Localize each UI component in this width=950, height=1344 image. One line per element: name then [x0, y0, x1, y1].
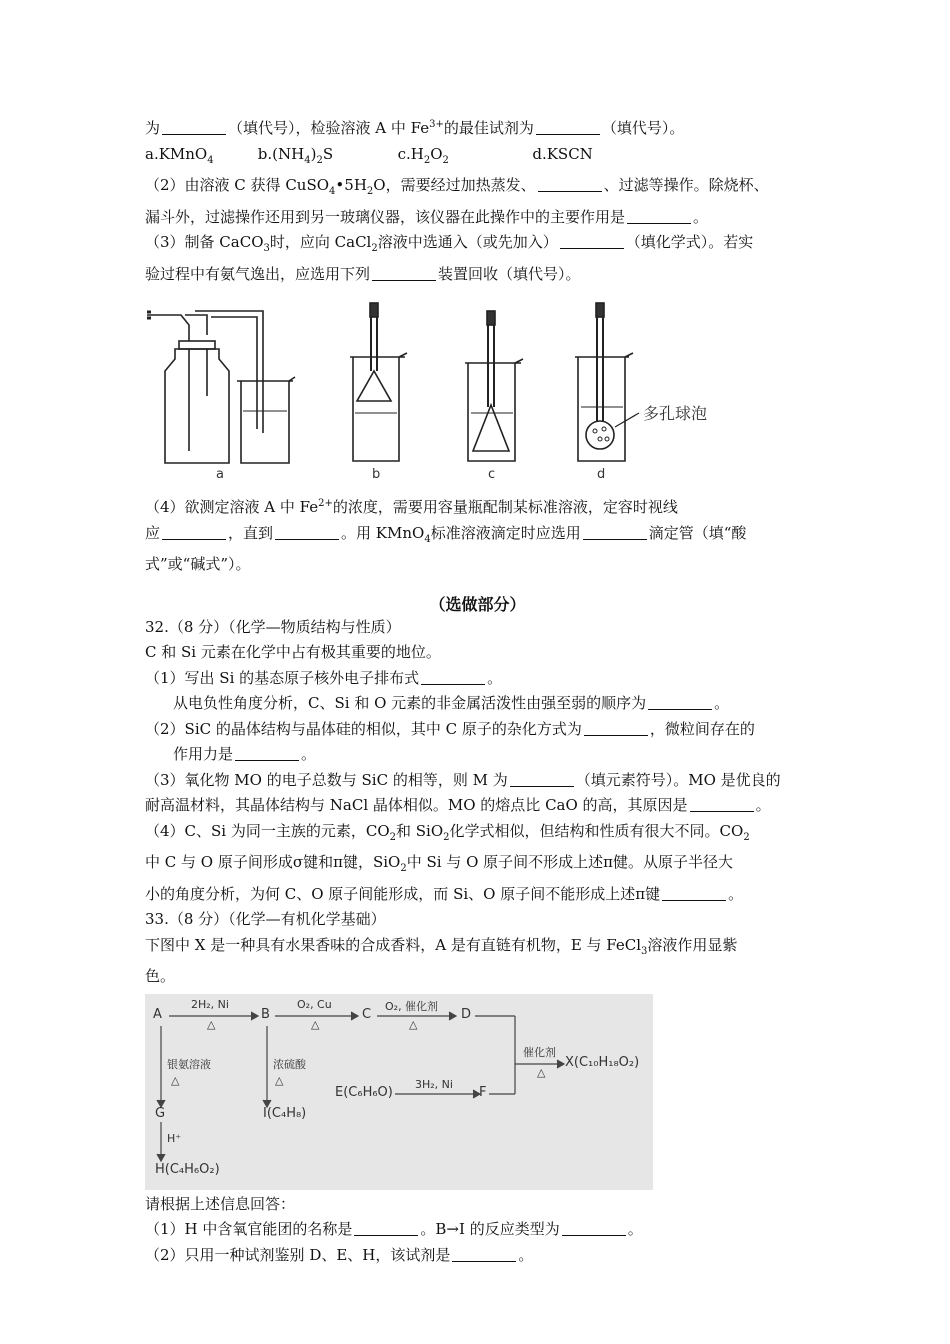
apparatus-c — [465, 311, 523, 461]
exam-page — [145, 112, 810, 1268]
heat-4: △ — [537, 1065, 546, 1079]
apparatus-a — [147, 311, 295, 463]
heat-1: △ — [207, 1017, 216, 1031]
answer-blank[interactable] — [275, 524, 339, 540]
label-d: d — [597, 467, 606, 482]
q32-part3: （3）氧化物 MO 的电子总数与 SiC 的相等，则 M 为 （填元素符号）。MO 是优良的 — [145, 770, 781, 789]
q32-part1: （1）写出 Si 的基态原子核外电子排布式 。 — [145, 668, 503, 687]
heat-5: △ — [171, 1073, 180, 1087]
answer-blank[interactable] — [162, 119, 226, 135]
q33-intro: 下图中 X 是一种具有水果香味的合成香料，A 是有直链有机物，E 与 FeCl$_3$溶液作用显紫 — [145, 935, 738, 957]
q31-part4-line3: 式”或“碱式”）。 — [145, 555, 251, 573]
answer-blank[interactable] — [162, 524, 226, 540]
compound-X: X(C₁₀H₁₈O₂) — [565, 1054, 640, 1070]
compound-E: E(C₆H₆O) — [335, 1084, 393, 1100]
answer-blank[interactable] — [662, 885, 726, 901]
q32-part4b: 中 C 与 O 原子间形成σ键和π键，SiO$_2$中 Si 与 O 原子间不形成上述π健。从原子半径大 — [145, 853, 734, 874]
answer-blank[interactable] — [452, 1246, 516, 1262]
q31-part2-line2: 漏斗外，过滤操作还用到另一玻璃仪器，该仪器在此操作中的主要作用是 。 — [145, 207, 709, 226]
label-a: a — [216, 467, 224, 482]
compound-I: I(C₄H₈) — [263, 1105, 307, 1121]
label-c: c — [488, 467, 496, 482]
answer-blank[interactable] — [538, 176, 602, 192]
q31-part3-line2: 验过程中有氨气逸出，应选用下列 装置回收（填代号）。 — [145, 264, 581, 283]
q33-head: 33.（8 分）（化学—有机化学基础） — [145, 910, 386, 928]
answer-blank[interactable] — [690, 796, 754, 812]
scheme-arrows — [145, 994, 653, 1190]
apparatus-drawing — [145, 301, 745, 481]
reagent-1: 2H₂, Ni — [191, 997, 229, 1011]
compound-B: B — [261, 1006, 270, 1022]
q32-part3b: 耐高温材料，其晶体结构与 NaCl 晶体相似。MO 的熔点比 CaO 的高，其原因是 。 — [145, 796, 771, 814]
answer-blank[interactable] — [536, 119, 600, 135]
heat-3: △ — [409, 1017, 418, 1031]
compound-H: H(C₄H₆O₂) — [155, 1161, 220, 1177]
answer-blank[interactable] — [354, 1220, 418, 1236]
apparatus-d — [575, 303, 639, 461]
compound-D: D — [461, 1006, 472, 1022]
option-b: $b.(NH_4)_2S$ — [257, 144, 334, 166]
compound-C: C — [362, 1006, 372, 1022]
answer-blank[interactable] — [583, 524, 647, 540]
answer-blank[interactable] — [562, 1220, 626, 1236]
q33-part2: （2）只用一种试剂鉴别 D、E、H，该试剂是 。 — [145, 1245, 534, 1264]
apparatus-figure — [145, 301, 810, 481]
answer-blank[interactable] — [648, 694, 712, 710]
option-c: $c.H_2O_2$ — [397, 144, 449, 166]
q31-part2-line1: （2）由溶液 C 获得 $CuSO_4•5H_2O$，需要经过加热蒸发、 、过滤等操作。除烧杯、 — [145, 176, 769, 197]
q33-intro2: 色。 — [145, 967, 176, 985]
heat-2: △ — [311, 1017, 320, 1031]
apparatus-b — [350, 303, 407, 461]
q31-options — [145, 142, 810, 174]
q32-intro: C 和 Si 元素在化学中占有极其重要的地位。 — [145, 643, 441, 661]
q32-part4c: 小的角度分析，为何 C、O 原子间能形成，而 Si、O 原子间不能形成上述π键 。 — [145, 884, 744, 903]
heat-6: △ — [275, 1073, 284, 1087]
answer-blank[interactable] — [235, 745, 299, 761]
answer-blank[interactable] — [560, 233, 624, 249]
compound-F: F — [479, 1084, 487, 1100]
q33-part1: （1）H 中含氧官能团的名称是 。B→I 的反应类型为 。 — [145, 1220, 643, 1238]
answer-blank[interactable] — [627, 208, 691, 224]
section-title: （选做部分） — [429, 594, 526, 614]
q33-ask: 请根据上述信息回答： — [145, 1194, 296, 1213]
reaction-scheme — [145, 994, 653, 1190]
label-b: b — [372, 467, 381, 482]
reagent-8: H⁺ — [167, 1131, 182, 1145]
q32-part1b: 从电负性角度分析，C、Si 和 O 元素的非金属活泼性由强至弱的顺序为 。 — [173, 694, 730, 712]
q31-part4-line1: （4）欲测定溶液 A 中 $Fe^{2+}$的浓度，需要用容量瓶配制某标准溶液，定容时视线 — [145, 498, 678, 516]
q31-part3-line1: （3）制备 CaCO$_3$时，应向 CaCl$_2$溶液中选通入（或先加入） （填化学式）。若实 — [145, 233, 754, 254]
answer-blank[interactable] — [584, 720, 648, 736]
reagent-5: 银氨溶液 — [167, 1057, 211, 1071]
compound-A: A — [153, 1006, 162, 1022]
compound-G: G — [155, 1105, 166, 1121]
q32-part2b: 作用力是 。 — [173, 745, 317, 763]
answer-blank[interactable] — [510, 771, 574, 787]
answer-blank[interactable] — [372, 265, 436, 281]
reagent-4: 催化剂 — [523, 1045, 556, 1059]
answer-blank[interactable] — [421, 669, 485, 685]
q32-head: 32.（8 分）（化学—物质结构与性质） — [145, 617, 401, 636]
reagent-6: 浓硫酸 — [273, 1057, 306, 1071]
q32-part2: （2）SiC 的晶体结构与晶体硅的相似，其中 C 原子的杂化方式为 ，微粒间存在的 — [145, 719, 755, 738]
option-d: d.KSCN — [532, 144, 593, 163]
q32-part4: （4）C、Si 为同一主族的元素，$CO_2$和 SiO$_2$化学式相似，但结构和性质有很大不同。$CO_2$ — [145, 821, 750, 843]
q31-part4-line2: 应 ，直到 。用 KMnO$_4$标准溶液滴定时应选用 滴定管（填“酸 — [145, 523, 747, 545]
reagent-7: 3H₂, Ni — [415, 1077, 453, 1091]
porous-bulb-label: 多孔球泡 — [643, 404, 708, 423]
reagent-2: O₂, Cu — [297, 997, 332, 1011]
option-a: a.KMnO$_4$ — [145, 144, 214, 166]
reagent-3: O₂, 催化剂 — [385, 999, 439, 1013]
q31-line1: 为 （填代号），检验溶液 A 中 $Fe^{3+}$的最佳试剂为 （填代号）。 — [145, 119, 685, 137]
